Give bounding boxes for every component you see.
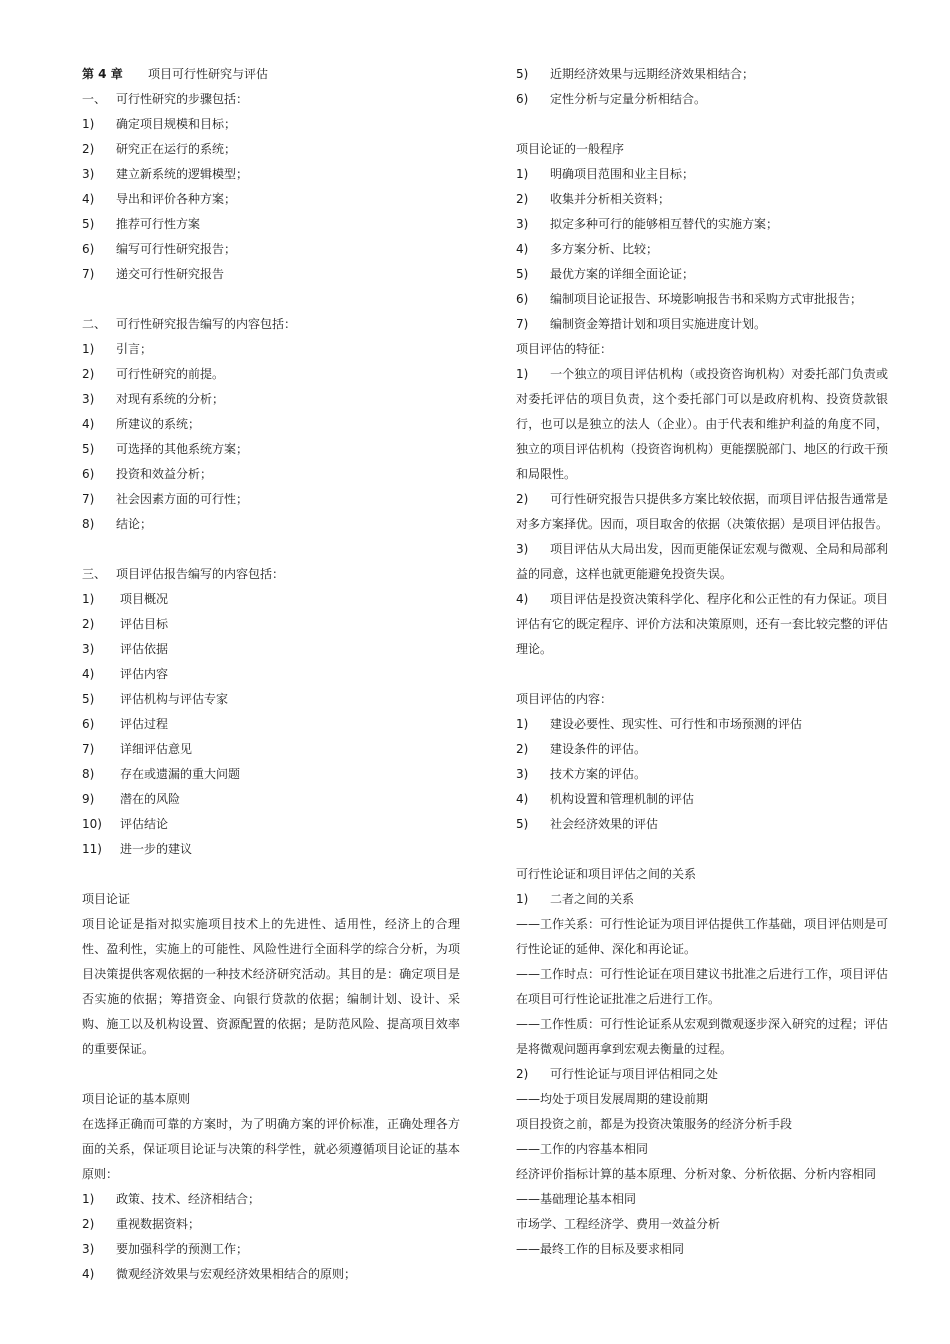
list-item	[516, 887, 888, 912]
item-number: 2)	[516, 492, 529, 506]
section-number: 二、	[82, 317, 107, 331]
list-item	[516, 237, 888, 262]
list-item	[82, 712, 460, 737]
paragraph: 项目论证是指对拟实施项目技术上的先进性、适用性，经济上的合理性、盈利性，实施上的可能性、风险性进行全面科学的综合分析，为项目决策提供客观依据的一种技术经济研究活动。其目的是：确定项目是否实施的依据；筹措资金、向银行贷款的依据；编制计划、设计、采购、施工以及机构设置、资源配置的依据；是防范风险、提高项目效率的重要保证。	[82, 917, 460, 1056]
section-title: 项目评估报告编写的内容包括：	[116, 567, 285, 581]
text-line: 市场学、工程经济学、费用一效益分析	[516, 1217, 721, 1231]
section-list	[82, 337, 460, 537]
item-number: 7)	[82, 267, 95, 281]
item-number: 6)	[82, 467, 95, 481]
item-text: 社会经济效果的评估	[550, 817, 659, 831]
section-list	[82, 112, 460, 287]
list-item	[516, 362, 888, 487]
item-text: 明确项目范围和业主目标；	[550, 167, 695, 181]
list-item	[82, 737, 460, 762]
feature-list	[516, 362, 888, 662]
list-item	[516, 537, 888, 587]
list-item	[82, 662, 460, 687]
list-item	[82, 1187, 460, 1212]
list-item	[516, 712, 888, 737]
item-text: 评估内容	[120, 667, 169, 681]
list-item	[516, 587, 888, 662]
item-text: 项目评估是投资决策科学化、程序化和公正性的有力保证。项目评估有它的既定程序、评价方法和决策原则，还有一套比较完整的评估理论。	[516, 592, 889, 656]
item-text: 所建议的系统；	[116, 417, 201, 431]
list-item	[82, 437, 460, 462]
section-number: 三、	[82, 567, 107, 581]
item-number: 5)	[82, 217, 95, 231]
item-number: 4)	[82, 417, 95, 431]
list-item	[82, 1237, 460, 1262]
list-item	[516, 87, 888, 112]
item-number: 7)	[516, 317, 529, 331]
text-line: ——基础理论基本相同	[516, 1192, 637, 1206]
section-title: 项目论证	[82, 892, 131, 906]
item-number: 9)	[82, 792, 95, 806]
item-text: 技术方案的评估。	[550, 767, 647, 781]
section-heading	[82, 562, 460, 587]
item-number: 1)	[82, 1192, 95, 1206]
list-item	[82, 762, 460, 787]
item-number: 1)	[82, 592, 95, 606]
list-item	[82, 787, 460, 812]
item-number: 1)	[516, 892, 529, 906]
list-item	[82, 337, 460, 362]
item-text: 引言；	[116, 342, 153, 356]
list-item	[82, 687, 460, 712]
list-item	[516, 487, 888, 537]
item-number: 5)	[82, 692, 95, 706]
text-line: ——均处于项目发展周期的建设前期	[516, 1092, 709, 1106]
item-text: 推荐可行性方案	[116, 217, 201, 231]
list-item	[516, 1062, 888, 1087]
list-item	[82, 412, 460, 437]
item-text: 详细评估意见	[120, 742, 193, 756]
item-number: 2)	[516, 1067, 529, 1081]
item-text: 建设条件的评估。	[550, 742, 647, 756]
item-text: 评估目标	[120, 617, 169, 631]
item-text: 评估过程	[120, 717, 169, 731]
list-item	[82, 387, 460, 412]
chapter-heading	[82, 62, 460, 87]
list-item	[82, 587, 460, 612]
item-number: 7)	[82, 742, 95, 756]
item-text: 社会因素方面的可行性；	[116, 492, 249, 506]
list-item	[516, 787, 888, 812]
item-text: 结论；	[116, 517, 153, 531]
section-title: 项目评估的内容：	[516, 692, 613, 706]
list-item	[82, 137, 460, 162]
list-item	[82, 812, 460, 837]
item-text: 最优方案的详细全面论证；	[550, 267, 695, 281]
list-item	[516, 212, 888, 237]
list-item	[82, 362, 460, 387]
list-item	[82, 187, 460, 212]
item-number: 8)	[82, 767, 95, 781]
item-text: 编制项目论证报告、环境影响报告书和采购方式审批报告；	[550, 292, 863, 306]
item-text: 多方案分析、比较；	[550, 242, 659, 256]
item-number: 5)	[82, 442, 95, 456]
item-text: 一个独立的项目评估机构（或投资咨询机构）对委托部门负责或对委托评估的项目负责，这个委托部门可以是政府机构、投资贷款银行，也可以是独立的法人（企业）。由于代表和维护利益的角度不同，独立的项目评估机构（投资咨询机构）更能摆脱部门、地区的行政干预和局限性。	[516, 367, 889, 481]
item-number: 2)	[82, 617, 95, 631]
item-number: 10)	[82, 817, 102, 831]
item-number: 6)	[82, 242, 95, 256]
item-text: 建立新系统的逻辑模型；	[116, 167, 249, 181]
list-item	[82, 112, 460, 137]
list-item	[82, 612, 460, 637]
item-text: 可行性论证与项目评估相同之处	[550, 1067, 719, 1081]
list-item	[82, 512, 460, 537]
item-number: 11)	[82, 842, 102, 856]
paragraph: ——工作时点：可行性论证在项目建议书批准之后进行工作，项目评估在项目可行性论证批准之后进行工作。	[516, 967, 889, 1006]
item-number: 1)	[82, 342, 95, 356]
item-text: 递交可行性研究报告	[116, 267, 225, 281]
item-number: 2)	[516, 192, 529, 206]
item-text: 存在或遗漏的重大问题	[120, 767, 241, 781]
item-number: 3)	[82, 167, 95, 181]
item-text: 建设必要性、现实性、可行性和市场预测的评估	[550, 717, 803, 731]
item-number: 5)	[516, 817, 529, 831]
item-text: 微观经济效果与宏观经济效果相结合的原则；	[116, 1267, 357, 1281]
item-number: 3)	[82, 1242, 95, 1256]
list-item	[82, 237, 460, 262]
list-item	[82, 262, 460, 287]
item-number: 2)	[82, 367, 95, 381]
list-item	[82, 462, 460, 487]
list-item	[516, 762, 888, 787]
right-column	[516, 62, 888, 1262]
item-number: 3)	[82, 392, 95, 406]
item-number: 5)	[516, 267, 529, 281]
item-text: 定性分析与定量分析相结合。	[550, 92, 707, 106]
item-number: 4)	[82, 667, 95, 681]
text-line: 项目投资之前，都是为投资决策服务的经济分析手段	[516, 1117, 793, 1131]
item-number: 2)	[82, 1217, 95, 1231]
list-item	[82, 212, 460, 237]
left-column	[82, 62, 460, 1287]
item-number: 3)	[516, 542, 529, 556]
item-text: 二者之间的关系	[550, 892, 635, 906]
item-text: 政策、技术、经济相结合；	[116, 1192, 261, 1206]
item-text: 进一步的建议	[120, 842, 193, 856]
list-item	[516, 312, 888, 337]
item-number: 3)	[516, 767, 529, 781]
item-number: 1)	[516, 367, 529, 381]
item-text: 编制资金筹措计划和项目实施进度计划。	[550, 317, 767, 331]
item-number: 1)	[82, 117, 95, 131]
item-number: 1)	[516, 167, 529, 181]
item-number: 2)	[516, 742, 529, 756]
section-list	[82, 587, 460, 862]
item-text: 拟定多种可行的能够相互替代的实施方案；	[550, 217, 779, 231]
text-line: ——工作的内容基本相同	[516, 1142, 649, 1156]
item-text: 可行性研究报告只提供多方案比较依据，而项目评估报告通常是对多方案择优。因而，项目取舍的依据（决策依据）是项目评估报告。	[516, 492, 889, 531]
item-text: 可选择的其他系统方案；	[116, 442, 249, 456]
chapter-title: 项目可行性研究与评估	[148, 67, 269, 81]
list-item	[82, 1262, 460, 1287]
item-text: 项目概况	[120, 592, 169, 606]
list-item	[82, 637, 460, 662]
text-line: ——最终工作的目标及要求相同	[516, 1242, 685, 1256]
section-title: 项目论证的基本原则	[82, 1092, 191, 1106]
item-text: 机构设置和管理机制的评估	[550, 792, 695, 806]
item-text: 可行性研究的前提。	[116, 367, 225, 381]
list-item	[516, 187, 888, 212]
item-text: 研究正在运行的系统；	[116, 142, 237, 156]
section-title: 可行性论证和项目评估之间的关系	[516, 867, 697, 881]
list-item	[516, 162, 888, 187]
list-item	[82, 487, 460, 512]
item-text: 项目评估从大局出发，因而更能保证宏观与微观、全局和局部利益的同意，这样也就更能避免投资失误。	[516, 542, 888, 581]
list-item	[82, 837, 460, 862]
item-number: 6)	[82, 717, 95, 731]
item-text: 近期经济效果与远期经济效果相结合；	[550, 67, 755, 81]
item-text: 重视数据资料；	[116, 1217, 201, 1231]
section-title: 项目评估的特征：	[516, 342, 613, 356]
paragraph: ——工作关系：可行性论证为项目评估提供工作基础，项目评估则是可行性论证的延伸、深化和再论证。	[516, 917, 889, 956]
section-heading	[82, 312, 460, 337]
continued-list	[516, 62, 888, 112]
section-list	[82, 1187, 460, 1287]
item-text: 评估结论	[120, 817, 169, 831]
item-text: 确定项目规模和目标；	[116, 117, 237, 131]
item-number: 4)	[516, 242, 529, 256]
section-heading	[82, 87, 460, 112]
item-text: 对现有系统的分析；	[116, 392, 225, 406]
section-title: 可行性研究的步骤包括：	[116, 92, 249, 106]
list-item	[82, 162, 460, 187]
item-text: 导出和评价各种方案；	[116, 192, 237, 206]
item-number: 6)	[516, 292, 529, 306]
item-text: 评估依据	[120, 642, 169, 656]
item-number: 4)	[516, 592, 529, 606]
list-item	[516, 812, 888, 837]
list-item	[516, 737, 888, 762]
item-number: 4)	[82, 1267, 95, 1281]
item-number: 4)	[516, 792, 529, 806]
section-title: 可行性研究报告编写的内容包括：	[116, 317, 297, 331]
item-number: 6)	[516, 92, 529, 106]
item-number: 7)	[82, 492, 95, 506]
item-number: 3)	[516, 217, 529, 231]
section-number: 一、	[82, 92, 107, 106]
item-number: 4)	[82, 192, 95, 206]
item-text: 评估机构与评估专家	[120, 692, 229, 706]
paragraph: 在选择正确而可靠的方案时，为了明确方案的评价标准，正确处理各方面的关系，保证项目论证与决策的科学性，就必须遵循项目论证的基本原则：	[82, 1117, 460, 1181]
section-list	[516, 162, 888, 337]
item-number: 5)	[516, 67, 529, 81]
section-title: 项目论证的一般程序	[516, 142, 625, 156]
item-text: 收集并分析相关资料；	[550, 192, 671, 206]
item-number: 3)	[82, 642, 95, 656]
text-line: 经济评价指标计算的基本原理、分析对象、分析依据、分析内容相同	[516, 1167, 877, 1181]
list-item	[516, 262, 888, 287]
item-number: 1)	[516, 717, 529, 731]
chapter-number: 第 4 章	[82, 67, 123, 81]
item-text: 要加强科学的预测工作；	[116, 1242, 249, 1256]
paragraph: ——工作性质：可行性论证系从宏观到微观逐步深入研究的过程；评估是将微观问题再拿到宏观去衡量的过程。	[516, 1017, 889, 1056]
item-text: 潜在的风险	[120, 792, 181, 806]
item-text: 编写可行性研究报告；	[116, 242, 237, 256]
list-item	[516, 287, 888, 312]
item-number: 8)	[82, 517, 95, 531]
list-item	[516, 62, 888, 87]
list-item	[82, 1212, 460, 1237]
item-number: 2)	[82, 142, 95, 156]
item-text: 投资和效益分析；	[116, 467, 213, 481]
section-list	[516, 712, 888, 837]
